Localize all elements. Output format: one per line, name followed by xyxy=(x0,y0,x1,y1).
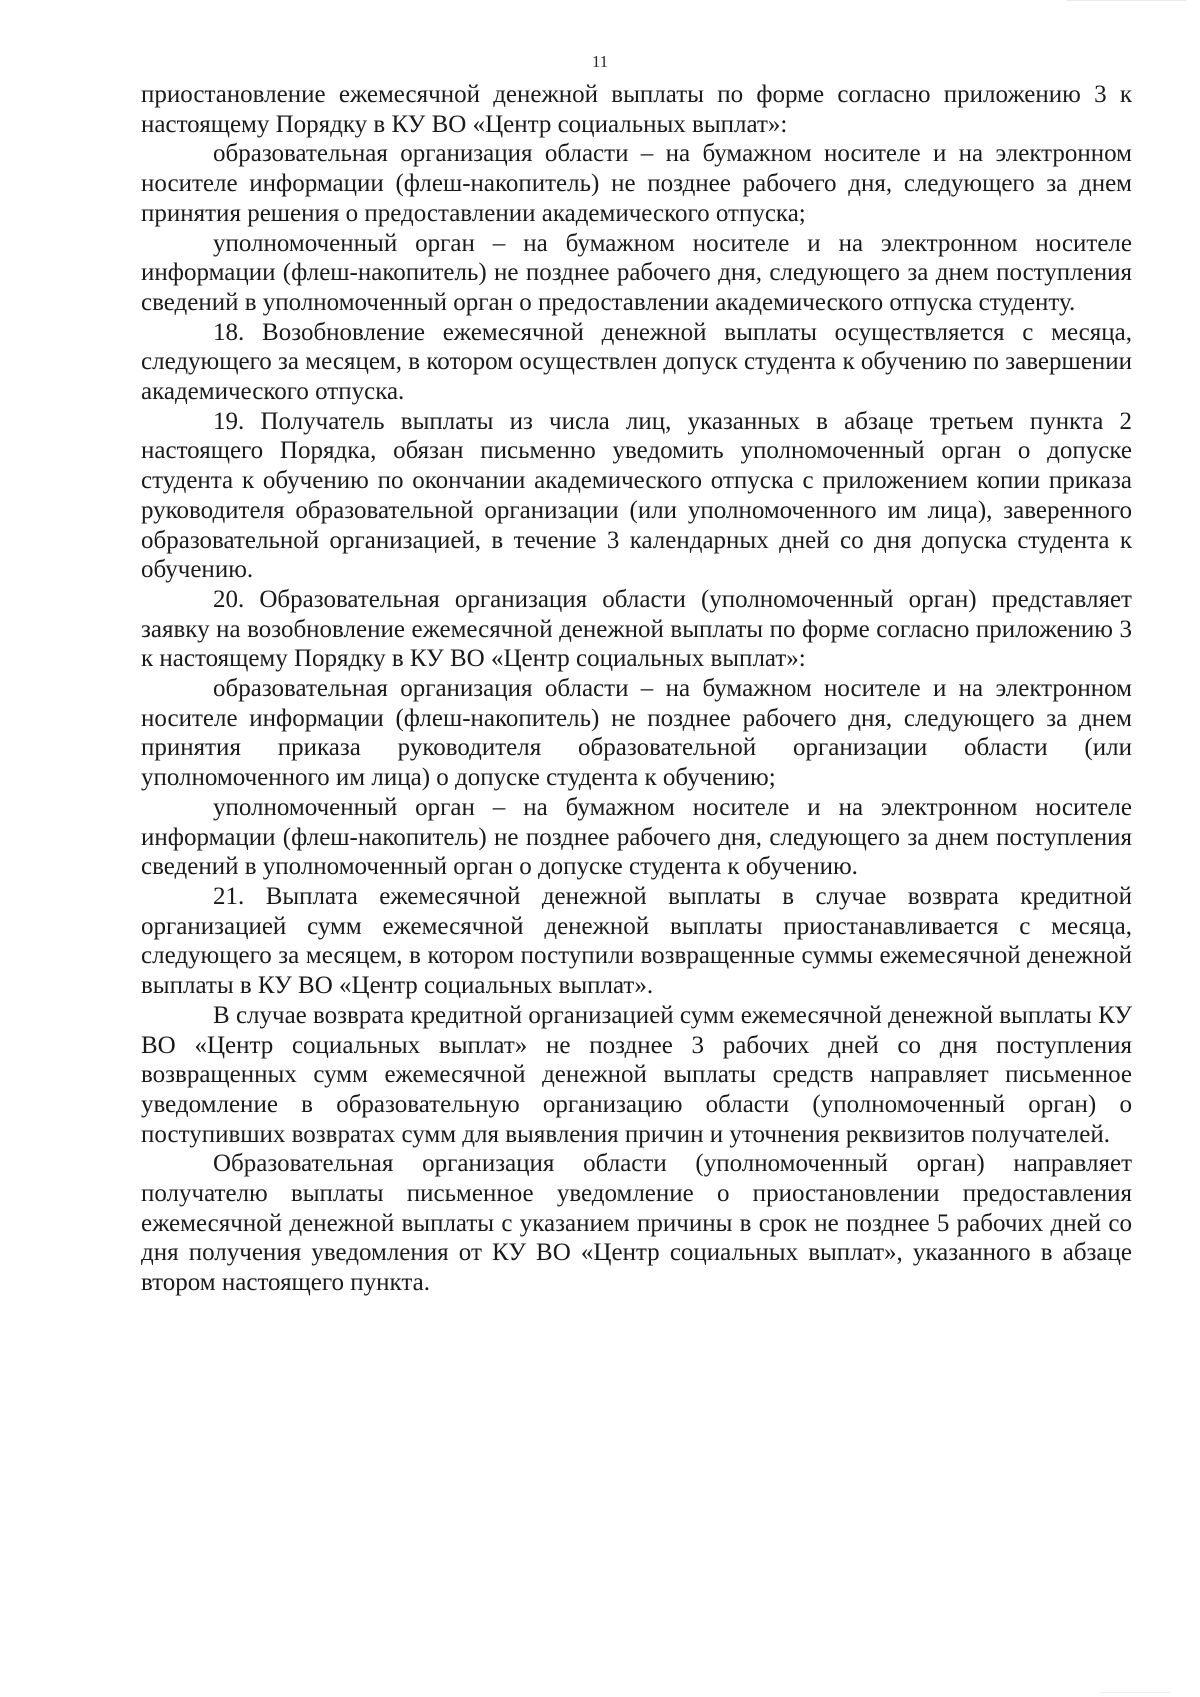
paragraph: В случае возврата кредитной организацией сумм ежемесячной денежной выплаты КУ ВО «Центр социальных выплат» не позднее 3 рабочих дней со дня поступления возвращенных сумм ежемесячной денежной выплаты средств направляет письменное уведомление в образовательную организацию области (уполномоченный орган) о поступивших возвратах сумм для выявления причин и уточнения реквизитов получателей. xyxy=(141,1001,1132,1148)
scan-edge-mark xyxy=(1066,0,1186,7)
paragraph: образовательная организация области – на бумажном носителе и на электронном носителе информации (флеш-накопитель) не позднее рабочего дня, следующего за днем принятия решения о предоставлении академического отпуска; xyxy=(141,140,1132,227)
paragraph: образовательная организация области – на бумажном носителе и на электронном носителе информации (флеш-накопитель) не позднее рабочего дня, следующего за днем принятия приказа руководителя образовательной организации области (или уполномоченного им лица) о допуске студента к обучению; xyxy=(141,675,1132,792)
paragraph-item-20: 20. Образовательная организация области (уполномоченный орган) представляет заявку на возобновление ежемесячной денежной выплаты по форме согласно приложению 3 к настоящему Порядку в КУ ВО «Центр социальных выплат»: xyxy=(141,585,1132,673)
paragraph-item-18: 18. Возобновление ежемесячной денежной выплаты осуществляется с месяца, следующего за месяцем, в котором осуществлен допуск студента к обучению по завершении академического отпуска. xyxy=(141,318,1132,406)
paragraph: уполномоченный орган – на бумажном носителе и на электронном носителе информации (флеш-накопитель) не позднее рабочего дня, следующего за днем поступления сведений в уполномоченный орган о допуске студента к обучению. xyxy=(141,793,1132,881)
scan-edge-mark xyxy=(1100,1688,1170,1693)
paragraph: приостановление ежемесячной денежной выплаты по форме согласно приложению 3 к настоящему Порядку в КУ ВО «Центр социальных выплат»: xyxy=(141,81,1132,138)
paragraph: Образовательная организация области (уполномоченный орган) направляет получателю выплаты письменное уведомление о приостановлении предоставления ежемесячной денежной выплаты с указанием причины в срок не позднее 5 рабочих дней со дня получения уведомления от КУ ВО «Центр социальных выплат», указанного в абзаце втором настоящего пункта. xyxy=(141,1150,1132,1297)
paragraph-item-19: 19. Получатель выплаты из числа лиц, указанных в абзаце третьем пункта 2 настоящего Порядка, обязан письменно уведомить уполномоченный орган о допуске студента к обучению по окончании академического отпуска с приложением копии приказа руководителя образовательной организации (или уполномоченного им лица), заверенного образовательной организацией, в течение 3 календарных дней со дня допуска студента к обучению. xyxy=(141,407,1132,584)
paragraph: уполномоченный орган – на бумажном носителе и на электронном носителе информации (флеш-накопитель) не позднее рабочего дня, следующего за днем поступления сведений в уполномоченный орган о предоставлении академического отпуска студенту. xyxy=(141,229,1132,316)
page-number: 11 xyxy=(591,52,609,71)
paragraph-item-21: 21. Выплата ежемесячной денежной выплаты в случае возврата кредитной организацией сумм ежемесячной денежной выплаты приостанавливается с месяца, следующего за месяцем, в котором поступили возвращенные суммы ежемесячной денежной выплаты в КУ ВО «Центр социальных выплат». xyxy=(141,882,1132,1000)
document-body xyxy=(141,80,1132,1298)
